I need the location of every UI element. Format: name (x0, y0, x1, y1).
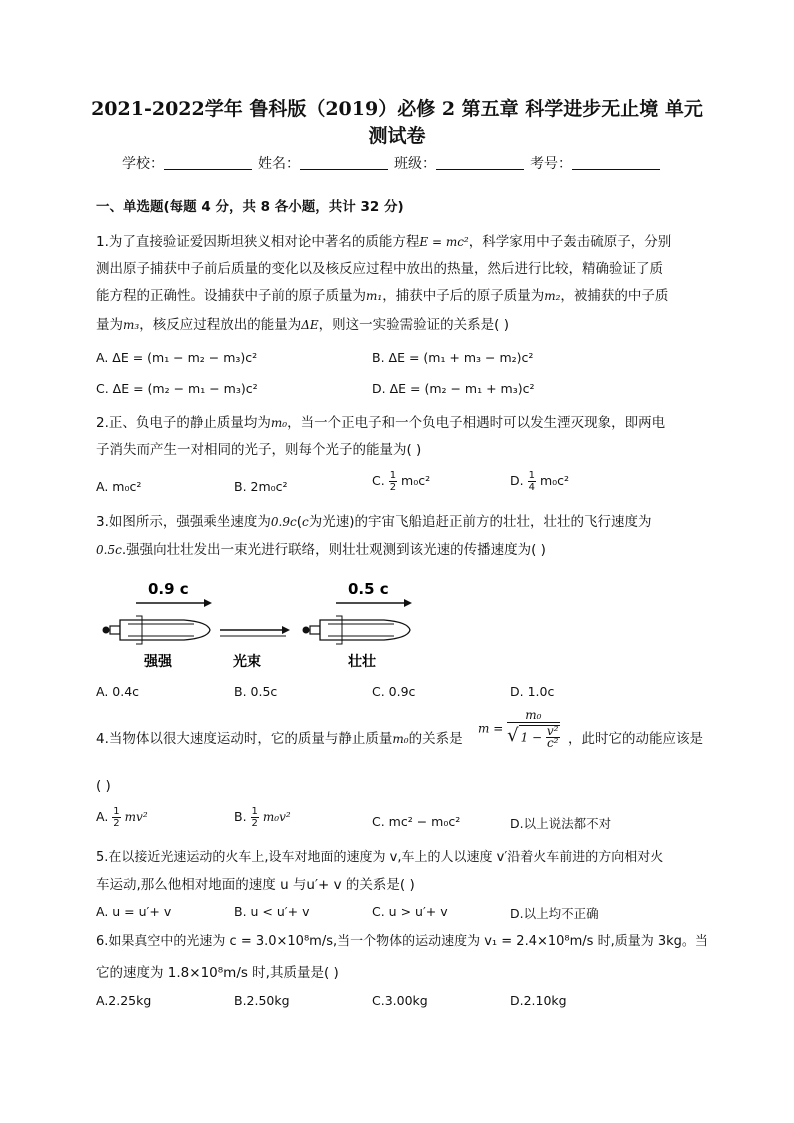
q3-option-a[interactable]: A. 0.4c (96, 684, 140, 699)
q1-line-3: 能方程的正确性。设捕获中子前的原子质量为m₁，捕获中子后的原子质量为m₂，被捕获的中子质 (96, 288, 669, 304)
q1-option-b[interactable]: B. ΔE = (m₁ + m₃ − m₂)c² (372, 350, 534, 365)
exam-title-line-1: 2021-2022学年 鲁科版（2019）必修 2 第五章 科学进步无止境 单元 (91, 98, 703, 120)
exam-title-line-2: 测试卷 (368, 125, 426, 147)
q6-line-2: 它的速度为 1.8×10⁸m/s 时,其质量是( ) (96, 965, 339, 981)
q2-option-c[interactable]: C. $\frac{1}{2}$ m₀c² (372, 470, 431, 493)
school-field[interactable] (164, 153, 252, 170)
q2-option-b[interactable]: B. 2m₀c² (234, 479, 288, 494)
q5-line-1: 5.在以接近光速运动的火车上,设车对地面的速度为 v,车上的人以速度 v′沿着火车前进的方向相对火 (96, 850, 664, 865)
school-label: 学校： (122, 156, 164, 172)
q4-option-b[interactable]: B. $\frac{1}{2}$ m₀v² (234, 806, 291, 829)
right-spaceship (303, 616, 411, 644)
name-field[interactable] (300, 153, 388, 170)
q6-option-c[interactable]: C.3.00kg (372, 993, 428, 1008)
q4-mass-formula: m = m₀ √ 1 − $\frac{\text{v²}}{\text{c²}}$ (478, 708, 559, 750)
q4-line-2: ( ) (96, 778, 111, 794)
q1-option-d[interactable]: D. ΔE = (m₂ − m₁ + m₃)c² (372, 381, 535, 396)
q4-line-1-end: ，此时它的动能应该是 (568, 731, 703, 747)
figure-velocity-label-1: 0.9 c (148, 580, 189, 598)
q4-option-d[interactable]: D.以上说法都不对 (510, 816, 612, 831)
q2-option-d[interactable]: D. $\frac{1}{4}$ m₀c² (510, 470, 570, 493)
class-field[interactable] (436, 153, 524, 170)
q1-line-1: 1.为了直接验证爱因斯坦狭义相对论中著名的质能方程E = mc²，科学家用中子轰击硫原子，分别 (96, 234, 672, 250)
number-label: 考号： (530, 156, 572, 172)
velocity-arrow-2 (336, 599, 412, 607)
q5-option-d[interactable]: D.以上均不正确 (510, 906, 599, 921)
number-field[interactable] (572, 153, 660, 170)
q1-option-c[interactable]: C. ΔE = (m₂ − m₁ − m₃)c² (96, 381, 258, 396)
q3-option-b[interactable]: B. 0.5c (234, 684, 278, 699)
q5-option-a[interactable]: A. u = u′+ v (96, 904, 172, 919)
q3-option-d[interactable]: D. 1.0c (510, 684, 555, 699)
q6-option-b[interactable]: B.2.50kg (234, 993, 290, 1008)
q3-option-c[interactable]: C. 0.9c (372, 684, 416, 699)
q6-line-1: 6.如果真空中的光速为 c = 3.0×10⁸m/s,当一个物体的运动速度为 v₁ = 2.4×10⁸m/s 时,质量为 3kg。当 (96, 934, 708, 949)
q5-option-c[interactable]: C. u > u′+ v (372, 904, 448, 919)
spaceship-figure (96, 572, 436, 672)
q1-option-a[interactable]: A. ΔE = (m₁ − m₂ − m₃)c² (96, 350, 258, 365)
q1-line-4: 量为m₃，核反应过程放出的能量为ΔE，则这一实验需验证的关系是( ) (96, 317, 509, 333)
figure-caption-right: 壮壮 (348, 654, 376, 670)
q4-option-a[interactable]: A. $\frac{1}{2}$ mv² (96, 806, 148, 829)
figure-velocity-label-2: 0.5 c (348, 580, 389, 598)
figure-caption-left: 强强 (144, 654, 172, 670)
q5-option-b[interactable]: B. u < u′+ v (234, 904, 310, 919)
q3-line-2: 0.5c.强强向壮壮发出一束光进行联络，则壮壮观测到该光速的传播速度为( ) (96, 542, 546, 558)
q3-line-1: 3.如图所示，强强乘坐速度为0.9c(c为光速)的宇宙飞船追赶正前方的壮壮，壮壮的飞行速度为 (96, 514, 652, 530)
q4-line-1: 4.当物体以很大速度运动时，它的质量与静止质量m₀的关系是 (96, 731, 463, 747)
q2-line-1: 2.正、负电子的静止质量均为m₀，当一个正电子和一个负电子相遇时可以发生湮灭现象，即两电 (96, 415, 666, 431)
name-label: 姓名： (258, 156, 300, 172)
light-beam-arrow (220, 626, 290, 636)
q4-option-c[interactable]: C. mc² − m₀c² (372, 814, 461, 829)
q2-line-2: 子消失而产生一对相同的光子，则每个光子的能量为( ) (96, 442, 422, 458)
student-info-row (122, 153, 662, 173)
class-label: 班级： (394, 156, 436, 172)
q6-option-d[interactable]: D.2.10kg (510, 993, 567, 1008)
q6-option-a[interactable]: A.2.25kg (96, 993, 152, 1008)
q1-line-2: 测出原子捕获中子前后质量的变化以及核反应过程中放出的热量，然后进行比较，精确验证了质 (96, 261, 663, 277)
q2-option-a[interactable]: A. m₀c² (96, 479, 142, 494)
figure-caption-mid: 光束 (233, 654, 261, 670)
q5-line-2: 车运动,那么他相对地面的速度 u 与u′+ v 的关系是( ) (96, 877, 415, 893)
left-spaceship (103, 616, 211, 644)
section-heading: 一、单选题(每题 4 分，共 8 各小题，共计 32 分) (96, 199, 404, 215)
velocity-arrow-1 (136, 599, 212, 607)
